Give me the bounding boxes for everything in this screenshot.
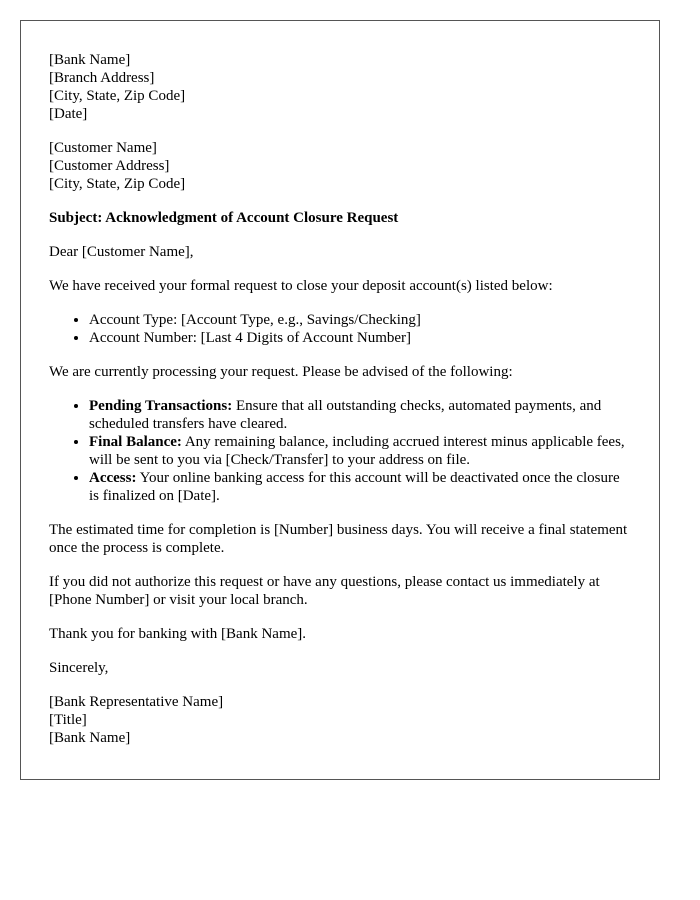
sender-address-block: [49, 51, 631, 123]
signature-block: [49, 693, 631, 747]
account-details-list: [49, 311, 631, 347]
account-number-item: • Account Number: [Last 4 Digits of Account Number]: [89, 329, 631, 347]
sender-bank-name: [Bank Name]: [49, 52, 131, 68]
letter: [20, 20, 660, 780]
subject-line: Subject: Acknowledgment of Account Closure Request: [49, 210, 399, 226]
signature-bank-name: [Bank Name]: [49, 730, 131, 746]
closing: Sincerely,: [49, 660, 109, 676]
notice-text: Ensure that all outstanding checks, automated payments, and scheduled transfers have cleared.: [89, 398, 602, 432]
recipient-address-block: [49, 139, 631, 193]
notice-text: Any remaining balance, including accrued interest minus applicable fees, will be sent to you via [Check/Transfer] to your address on file.: [89, 434, 625, 468]
notice-pending-transactions: [89, 397, 631, 433]
sender-branch-address: [Branch Address]: [49, 70, 155, 86]
processing-intro-paragraph: We are currently processing your request. Please be advised of the following:: [49, 364, 513, 380]
notice-access: [89, 469, 631, 505]
notice-label: Pending Transactions:: [89, 398, 233, 414]
notice-label: Access:: [89, 470, 137, 486]
completion-paragraph: The estimated time for completion is [Number] business days. You will receive a final statement once the process is complete.: [49, 522, 628, 556]
notice-text: Your online banking access for this account will be deactivated once the closure is finalized on [Date].: [89, 470, 620, 504]
letter-date: [Date]: [49, 106, 88, 122]
notice-label: Final Balance:: [89, 434, 182, 450]
recipient-name: [Customer Name]: [49, 140, 157, 156]
recipient-address: [Customer Address]: [49, 158, 170, 174]
representative-name: [Bank Representative Name]: [49, 694, 224, 710]
sender-city-state-zip: [City, State, Zip Code]: [49, 88, 186, 104]
thanks-paragraph: Thank you for banking with [Bank Name].: [49, 626, 307, 642]
notices-list: [49, 397, 631, 505]
account-type-item: • Account Type: [Account Type, e.g., Savings/Checking]: [89, 311, 631, 329]
intro-paragraph: We have received your formal request to close your deposit account(s) listed below:: [49, 278, 553, 294]
notice-final-balance: [89, 433, 631, 469]
representative-title: [Title]: [49, 712, 87, 728]
recipient-city-state-zip: [City, State, Zip Code]: [49, 176, 186, 192]
contact-paragraph: If you did not authorize this request or have any questions, please contact us immediately at [Phone Number] or visit your local branch.: [49, 574, 600, 608]
salutation: Dear [Customer Name],: [49, 244, 194, 260]
